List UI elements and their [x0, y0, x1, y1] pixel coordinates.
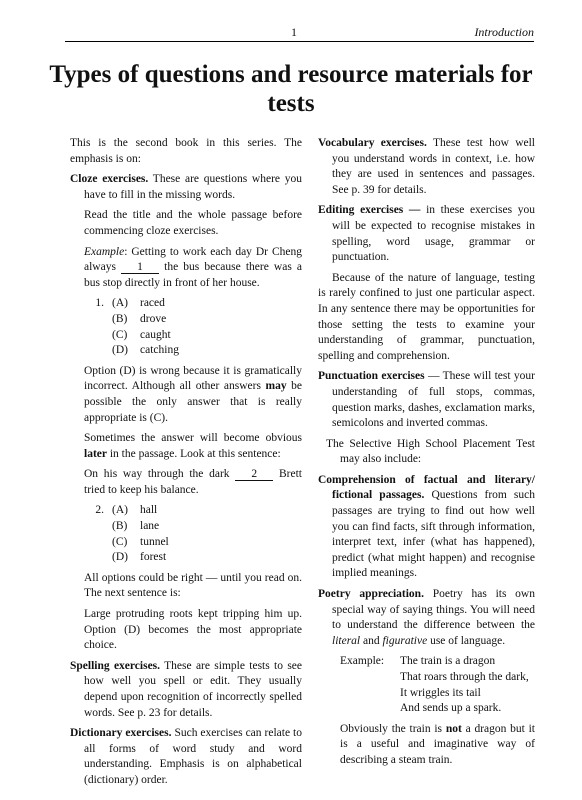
poem-lines	[400, 654, 529, 716]
option-row: (B) lane	[112, 520, 160, 533]
option-row: (C) caught	[112, 328, 171, 341]
roots-paragraph: Large protruding roots kept tripping him up. Option (D) becomes the most appropriate choice.	[84, 608, 302, 652]
question-2-options	[70, 503, 302, 565]
later-paragraph: Sometimes the answer will become obvious later in the passage. Look at this sentence:	[84, 432, 302, 460]
option-row: 2. (A) hall	[95, 504, 158, 517]
option-row: 1. (A) raced	[95, 297, 165, 310]
selective-paragraph: The Selective High School Placement Test may also include:	[326, 437, 535, 466]
spelling-heading: Spelling exercises.	[70, 659, 161, 672]
section-title: Introduction	[474, 25, 534, 39]
spelling-paragraph: Spelling exercises. These are simple tests to see how well you spell or edit. They usually depend upon recognition of incorrectly spelled words. See p. 23 for details.	[70, 659, 303, 719]
option-explanation: Option (D) is wrong because it is gramatically incorrect. Although all other answers may be possible the only answer that is really appropriate is (C).	[84, 364, 303, 424]
dictionary-paragraph: Dictionary exercises. Such exercises can relate to all forms of word study and word understanding. Emphasis is on alphabetical (dictionary) order.	[70, 727, 302, 786]
comprehension-heading: Comprehension of factual and literary/ fictional passages.	[318, 473, 535, 502]
poem-example	[340, 654, 535, 716]
all-options-paragraph: All options could be right — until you read on. The next sentence is:	[84, 571, 302, 600]
right-column	[318, 136, 535, 774]
page-title: Types of questions and resource materials for tests	[49, 61, 533, 117]
blank-2: 2	[235, 468, 273, 481]
blank-1: 1	[121, 261, 159, 274]
poem-line: That roars through the dark,	[400, 671, 529, 683]
punctuation-paragraph: Punctuation exercises — These will test your understanding of full stops, commas, question marks, dashes, exclamation marks, semicolons and inverted commas.	[318, 370, 535, 430]
dark-sentence: On his way through the dark 2 Brett tried to keep his balance.	[84, 468, 302, 496]
example-label: Example:	[340, 655, 385, 668]
editing-heading: Editing exercises —	[318, 204, 421, 217]
question-1-options	[70, 296, 302, 358]
cloze-example: Example: Getting to work each day Dr Cheng always 1 the bus because there was a bus stop directly in front of her house.	[84, 245, 302, 289]
page-number: 1	[291, 25, 297, 39]
left-column	[70, 136, 302, 794]
punctuation-heading: Punctuation exercises	[318, 370, 425, 383]
obviously-paragraph: Obviously the train is not a dragon but it is a useful and imaginative way of describing a steam train.	[340, 722, 536, 766]
intro-paragraph: This is the second book in this series. The emphasis is on:	[70, 137, 302, 165]
vocabulary-heading: Vocabulary exercises.	[318, 137, 427, 149]
language-paragraph: Because of the nature of language, testing is rarely confined to just one particular aspect. In any sentence there may be opportunities for those setting the tests to examine your understanding of grammar, punctuation, spelling and comprehension.	[318, 271, 535, 362]
editing-paragraph: Editing exercises — in these exercises you will be expected to recognise mistakes in spelling, word usage, grammar or punctuation.	[318, 204, 535, 264]
poetry-paragraph: Poetry appreciation. Poetry has its own special way of saying things. You will need to understand the difference between the literal and figurative use of language.	[318, 588, 535, 647]
option-row: (D) catching	[112, 344, 179, 357]
poem-line: The train is a dragon	[400, 655, 496, 668]
dictionary-heading: Dictionary exercises.	[70, 727, 172, 740]
option-row: (D) forest	[112, 551, 167, 564]
cloze-heading: Cloze exercises.	[70, 173, 149, 186]
comprehension-paragraph: Comprehension of factual and literary/ fictional passages. Questions from such passages are trying to find out how well you can find facts, sift through information, interpret text, infer (what has happened), predict (what might happen) and recognise implied meanings.	[318, 473, 536, 580]
poetry-heading: Poetry appreciation.	[318, 588, 424, 601]
cloze-instruction: Read the title and the whole passage before commencing cloze exercises.	[84, 209, 302, 237]
option-row: (C) tunnel	[112, 535, 169, 548]
option-row: (B) drove	[112, 312, 167, 325]
page-header	[65, 25, 534, 42]
poem-line: And sends up a spark.	[400, 702, 502, 715]
vocabulary-paragraph: Vocabulary exercises. These test how well you understand words in context, i.e. how they are used in sentences and passages. See p. 39 for details.	[318, 137, 535, 196]
cloze-paragraph: Cloze exercises. These are questions where you have to fill in the missing words.	[70, 173, 303, 201]
poem-line: It wriggles its tail	[400, 686, 481, 699]
